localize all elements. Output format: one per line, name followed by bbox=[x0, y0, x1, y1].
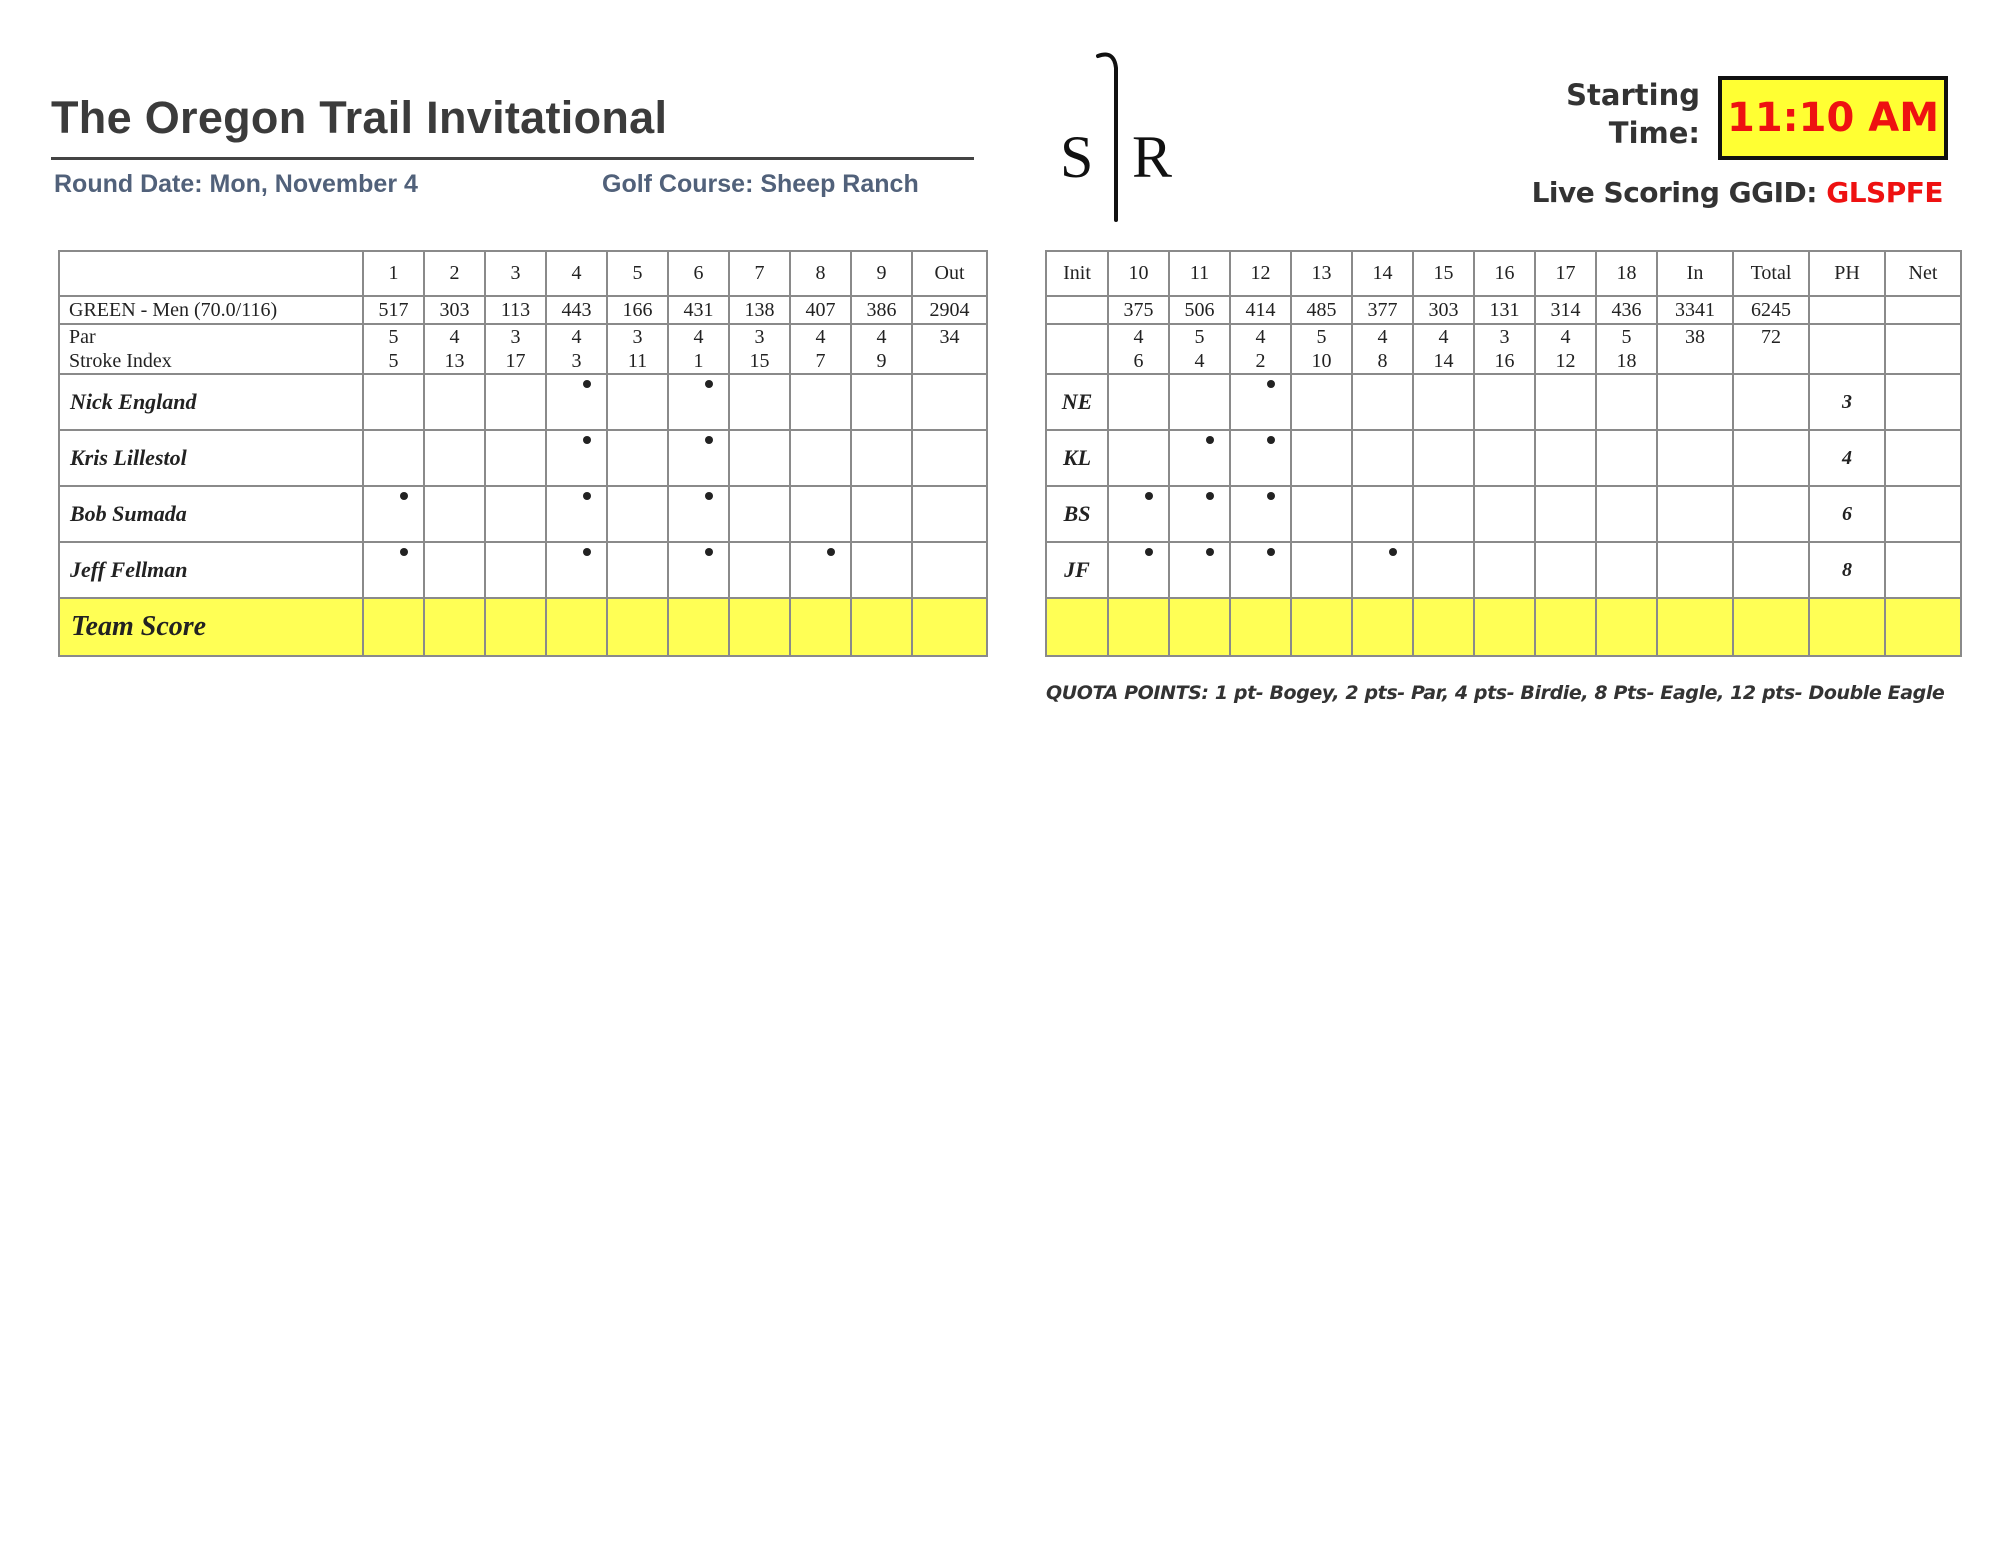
score-cell[interactable] bbox=[424, 486, 485, 542]
net-blank bbox=[1885, 324, 1961, 349]
yardage-cell: 407 bbox=[790, 296, 851, 324]
score-cell[interactable] bbox=[1413, 430, 1474, 486]
blank-cell bbox=[1657, 349, 1733, 374]
yardage-cell: 443 bbox=[546, 296, 607, 324]
score-cell[interactable] bbox=[1108, 542, 1169, 598]
score-cell[interactable] bbox=[1596, 486, 1657, 542]
score-cell[interactable] bbox=[363, 486, 424, 542]
stroke-index-row bbox=[1046, 349, 1961, 374]
stroke-dot bbox=[1206, 548, 1214, 556]
score-cell[interactable] bbox=[790, 486, 851, 542]
event-title: The Oregon Trail Invitational bbox=[51, 92, 668, 143]
player-name: Kris Lillestol bbox=[59, 430, 363, 486]
score-cell[interactable] bbox=[1413, 542, 1474, 598]
yardage-cell: 303 bbox=[424, 296, 485, 324]
par-cell: 4 bbox=[1413, 324, 1474, 349]
tee-label: GREEN - Men (70.0/116) bbox=[59, 296, 363, 324]
team-score-cell[interactable] bbox=[851, 598, 912, 656]
par-cell: 5 bbox=[363, 324, 424, 349]
score-cell[interactable] bbox=[1596, 430, 1657, 486]
stroke-dot bbox=[583, 436, 591, 444]
hole-header: 5 bbox=[607, 251, 668, 296]
hole-header: 1 bbox=[363, 251, 424, 296]
score-cell[interactable] bbox=[668, 486, 729, 542]
player-row bbox=[1046, 430, 1961, 486]
hole-header: 18 bbox=[1596, 251, 1657, 296]
logo-letter-r: R bbox=[1132, 124, 1173, 190]
score-cell[interactable] bbox=[790, 430, 851, 486]
score-cell[interactable] bbox=[1230, 430, 1291, 486]
golf-course: Golf Course: Sheep Ranch bbox=[602, 170, 919, 198]
sheep-ranch-logo bbox=[1060, 50, 1190, 225]
blank-cell bbox=[1809, 349, 1885, 374]
par-cell: 3 bbox=[607, 324, 668, 349]
team-score-cell[interactable] bbox=[485, 598, 546, 656]
score-cell[interactable] bbox=[1352, 430, 1413, 486]
team-score-cell[interactable] bbox=[1291, 598, 1352, 656]
score-cell[interactable] bbox=[485, 374, 546, 430]
hole-header: Out bbox=[912, 251, 987, 296]
par-cell: 38 bbox=[1657, 324, 1733, 349]
score-cell[interactable] bbox=[485, 486, 546, 542]
yardage-cell: 377 bbox=[1352, 296, 1413, 324]
team-score-cell[interactable] bbox=[1352, 598, 1413, 656]
team-score-cell[interactable] bbox=[912, 598, 987, 656]
in-total-cell[interactable] bbox=[1657, 486, 1733, 542]
player-name: Bob Sumada bbox=[59, 486, 363, 542]
yardage-cell: 517 bbox=[363, 296, 424, 324]
score-cell[interactable] bbox=[607, 374, 668, 430]
hole-header: Init bbox=[1046, 251, 1108, 296]
score-cell[interactable] bbox=[1352, 542, 1413, 598]
playing-handicap: 6 bbox=[1809, 486, 1885, 542]
score-cell[interactable] bbox=[729, 374, 790, 430]
team-score-row bbox=[59, 598, 987, 656]
hole-header: 4 bbox=[546, 251, 607, 296]
logo-letter-s: S bbox=[1060, 124, 1094, 190]
par-cell: 5 bbox=[1596, 324, 1657, 349]
yardage-cell: 506 bbox=[1169, 296, 1230, 324]
par-cell: 4 bbox=[1108, 324, 1169, 349]
score-cell[interactable] bbox=[546, 374, 607, 430]
score-cell[interactable] bbox=[1352, 486, 1413, 542]
stroke-index-cell: 6 bbox=[1108, 349, 1169, 374]
out-total-cell[interactable] bbox=[912, 430, 987, 486]
hole-header: 10 bbox=[1108, 251, 1169, 296]
yardage-cell: 414 bbox=[1230, 296, 1291, 324]
stroke-index-cell: 9 bbox=[851, 349, 912, 374]
yardage-cell: 485 bbox=[1291, 296, 1352, 324]
score-cell[interactable] bbox=[363, 374, 424, 430]
par-cell: 4 bbox=[851, 324, 912, 349]
stroke-dot bbox=[1267, 548, 1275, 556]
hole-header: 16 bbox=[1474, 251, 1535, 296]
net-blank bbox=[1885, 296, 1961, 324]
score-cell[interactable] bbox=[424, 542, 485, 598]
front-nine-scorecard bbox=[58, 250, 988, 657]
stroke-index-cell: 10 bbox=[1291, 349, 1352, 374]
stroke-index-cell: 7 bbox=[790, 349, 851, 374]
score-cell[interactable] bbox=[1535, 430, 1596, 486]
total-cell[interactable] bbox=[1733, 430, 1809, 486]
hole-header: PH bbox=[1809, 251, 1885, 296]
stroke-dot bbox=[1206, 492, 1214, 500]
score-cell[interactable] bbox=[1596, 542, 1657, 598]
stroke-dot bbox=[583, 548, 591, 556]
score-cell[interactable] bbox=[1169, 486, 1230, 542]
par-cell: 4 bbox=[424, 324, 485, 349]
yardage-cell: 3341 bbox=[1657, 296, 1733, 324]
score-cell[interactable] bbox=[1230, 374, 1291, 430]
yardage-cell: 2904 bbox=[912, 296, 987, 324]
stroke-index-label: Stroke Index bbox=[59, 349, 363, 374]
score-cell[interactable] bbox=[424, 374, 485, 430]
stroke-index-cell: 4 bbox=[1169, 349, 1230, 374]
par-cell: 4 bbox=[1535, 324, 1596, 349]
in-total-cell[interactable] bbox=[1657, 542, 1733, 598]
par-cell: 72 bbox=[1733, 324, 1809, 349]
score-cell[interactable] bbox=[851, 374, 912, 430]
score-cell[interactable] bbox=[729, 430, 790, 486]
total-cell[interactable] bbox=[1733, 374, 1809, 430]
yardage-cell: 6245 bbox=[1733, 296, 1809, 324]
score-cell[interactable] bbox=[546, 542, 607, 598]
par-cell: 4 bbox=[1352, 324, 1413, 349]
score-cell[interactable] bbox=[607, 542, 668, 598]
par-cell: 3 bbox=[729, 324, 790, 349]
stroke-dot bbox=[1267, 380, 1275, 388]
stroke-index-row bbox=[59, 349, 987, 374]
starting-time-label: Starting Time: bbox=[1566, 78, 1700, 150]
stroke-index-cell: 14 bbox=[1413, 349, 1474, 374]
playing-handicap: 4 bbox=[1809, 430, 1885, 486]
team-score-cell[interactable] bbox=[1169, 598, 1230, 656]
score-cell[interactable] bbox=[851, 430, 912, 486]
out-total-cell[interactable] bbox=[912, 486, 987, 542]
par-label: Par bbox=[59, 324, 363, 349]
stroke-index-cell: 13 bbox=[424, 349, 485, 374]
ph-blank bbox=[1809, 296, 1885, 324]
stroke-dot bbox=[400, 548, 408, 556]
score-cell[interactable] bbox=[1230, 542, 1291, 598]
score-cell[interactable] bbox=[1230, 486, 1291, 542]
stroke-dot bbox=[705, 492, 713, 500]
player-row bbox=[59, 374, 987, 430]
in-total-cell[interactable] bbox=[1657, 430, 1733, 486]
player-row bbox=[1046, 374, 1961, 430]
yardage-cell: 375 bbox=[1108, 296, 1169, 324]
par-cell: 5 bbox=[1169, 324, 1230, 349]
player-initials: BS bbox=[1046, 486, 1108, 542]
score-cell[interactable] bbox=[424, 430, 485, 486]
score-cell[interactable] bbox=[1535, 542, 1596, 598]
score-cell[interactable] bbox=[363, 430, 424, 486]
back-nine-scorecard bbox=[1045, 250, 1962, 657]
score-cell[interactable] bbox=[1535, 486, 1596, 542]
stroke-index-cell: 17 bbox=[485, 349, 546, 374]
hole-header: 6 bbox=[668, 251, 729, 296]
stroke-dot bbox=[583, 492, 591, 500]
hole-header: 14 bbox=[1352, 251, 1413, 296]
par-cell: 4 bbox=[790, 324, 851, 349]
par-cell: 3 bbox=[1474, 324, 1535, 349]
init-blank bbox=[1046, 324, 1108, 349]
score-cell[interactable] bbox=[851, 542, 912, 598]
player-row bbox=[59, 486, 987, 542]
stroke-dot bbox=[705, 380, 713, 388]
score-cell[interactable] bbox=[1352, 374, 1413, 430]
team-score-cell[interactable] bbox=[1596, 598, 1657, 656]
in-total-cell[interactable] bbox=[1657, 374, 1733, 430]
player-row bbox=[1046, 486, 1961, 542]
score-cell[interactable] bbox=[1413, 374, 1474, 430]
yardage-cell: 386 bbox=[851, 296, 912, 324]
team-score-cell[interactable] bbox=[668, 598, 729, 656]
round-date: Round Date: Mon, November 4 bbox=[54, 170, 418, 198]
blank-cell bbox=[1885, 349, 1961, 374]
score-cell[interactable] bbox=[1474, 430, 1535, 486]
score-cell[interactable] bbox=[1474, 374, 1535, 430]
team-score-cell[interactable] bbox=[1885, 598, 1961, 656]
hole-header: 12 bbox=[1230, 251, 1291, 296]
stroke-index-cell: 1 bbox=[668, 349, 729, 374]
score-cell[interactable] bbox=[1413, 486, 1474, 542]
stroke-dot bbox=[827, 548, 835, 556]
stroke-index-cell: 3 bbox=[546, 349, 607, 374]
yardage-cell: 131 bbox=[1474, 296, 1535, 324]
hole-header: In bbox=[1657, 251, 1733, 296]
player-initials: JF bbox=[1046, 542, 1108, 598]
team-score-cell[interactable] bbox=[1535, 598, 1596, 656]
team-score-cell[interactable] bbox=[1108, 598, 1169, 656]
stroke-dot bbox=[1267, 436, 1275, 444]
score-cell[interactable] bbox=[1169, 430, 1230, 486]
live-scoring-ggid bbox=[1532, 176, 1943, 209]
team-score-cell[interactable] bbox=[1046, 598, 1108, 656]
score-cell[interactable] bbox=[790, 542, 851, 598]
team-score-cell[interactable] bbox=[729, 598, 790, 656]
player-row bbox=[1046, 542, 1961, 598]
hole-header: 8 bbox=[790, 251, 851, 296]
header-blank bbox=[59, 251, 363, 296]
yardage-cell: 431 bbox=[668, 296, 729, 324]
hole-header: 3 bbox=[485, 251, 546, 296]
stroke-index-cell: 11 bbox=[607, 349, 668, 374]
hole-header: 9 bbox=[851, 251, 912, 296]
score-cell[interactable] bbox=[607, 430, 668, 486]
score-cell[interactable] bbox=[668, 374, 729, 430]
team-score-cell[interactable] bbox=[607, 598, 668, 656]
hole-header: Total bbox=[1733, 251, 1809, 296]
score-cell[interactable] bbox=[1535, 374, 1596, 430]
score-cell[interactable] bbox=[1596, 374, 1657, 430]
player-name: Nick England bbox=[59, 374, 363, 430]
init-blank bbox=[1046, 296, 1108, 324]
hole-header: Net bbox=[1885, 251, 1961, 296]
score-cell[interactable] bbox=[1474, 486, 1535, 542]
hole-number-row bbox=[1046, 251, 1961, 296]
yardage-row bbox=[59, 296, 987, 324]
stroke-index-cell: 12 bbox=[1535, 349, 1596, 374]
starting-time: 11:10 AM bbox=[1718, 76, 1948, 160]
par-cell: 4 bbox=[1230, 324, 1291, 349]
score-cell[interactable] bbox=[1291, 542, 1352, 598]
stroke-dot bbox=[1389, 548, 1397, 556]
hole-header: 15 bbox=[1413, 251, 1474, 296]
team-score-cell[interactable] bbox=[1809, 598, 1885, 656]
team-score-cell[interactable] bbox=[363, 598, 424, 656]
score-cell[interactable] bbox=[729, 486, 790, 542]
score-cell[interactable] bbox=[729, 542, 790, 598]
blank-cell bbox=[1733, 349, 1809, 374]
stroke-index-cell: 5 bbox=[363, 349, 424, 374]
net-cell[interactable] bbox=[1885, 486, 1961, 542]
stroke-dot bbox=[1206, 436, 1214, 444]
hole-header: 2 bbox=[424, 251, 485, 296]
score-cell[interactable] bbox=[851, 486, 912, 542]
hole-header: 13 bbox=[1291, 251, 1352, 296]
par-cell: 4 bbox=[546, 324, 607, 349]
title-divider bbox=[51, 157, 974, 160]
stroke-dot bbox=[1267, 492, 1275, 500]
net-cell[interactable] bbox=[1885, 542, 1961, 598]
score-cell[interactable] bbox=[1291, 374, 1352, 430]
out-total-cell[interactable] bbox=[912, 374, 987, 430]
team-score-cell[interactable] bbox=[1657, 598, 1733, 656]
par-row bbox=[59, 324, 987, 349]
team-score-row bbox=[1046, 598, 1961, 656]
playing-handicap: 3 bbox=[1809, 374, 1885, 430]
stroke-dot bbox=[1145, 492, 1153, 500]
yardage-cell: 314 bbox=[1535, 296, 1596, 324]
stroke-dot bbox=[705, 436, 713, 444]
score-cell[interactable] bbox=[546, 486, 607, 542]
team-score-cell[interactable] bbox=[790, 598, 851, 656]
score-cell[interactable] bbox=[1108, 374, 1169, 430]
yardage-row bbox=[1046, 296, 1961, 324]
team-score-cell[interactable] bbox=[1230, 598, 1291, 656]
par-row bbox=[1046, 324, 1961, 349]
par-cell: 5 bbox=[1291, 324, 1352, 349]
ph-blank bbox=[1809, 324, 1885, 349]
yardage-cell: 303 bbox=[1413, 296, 1474, 324]
ggid-code: GLSPFE bbox=[1826, 176, 1943, 209]
yardage-cell: 113 bbox=[485, 296, 546, 324]
team-score-cell[interactable] bbox=[424, 598, 485, 656]
stroke-dot bbox=[400, 492, 408, 500]
hole-header: 17 bbox=[1535, 251, 1596, 296]
player-row bbox=[59, 430, 987, 486]
score-cell[interactable] bbox=[363, 542, 424, 598]
par-cell: 4 bbox=[668, 324, 729, 349]
stroke-dot bbox=[705, 548, 713, 556]
yardage-cell: 138 bbox=[729, 296, 790, 324]
stroke-dot bbox=[583, 380, 591, 388]
hole-header: 11 bbox=[1169, 251, 1230, 296]
score-cell[interactable] bbox=[1474, 542, 1535, 598]
player-initials: NE bbox=[1046, 374, 1108, 430]
team-score-cell[interactable] bbox=[1474, 598, 1535, 656]
score-cell[interactable] bbox=[1108, 430, 1169, 486]
score-cell[interactable] bbox=[485, 542, 546, 598]
hole-header: 7 bbox=[729, 251, 790, 296]
out-total-cell[interactable] bbox=[912, 542, 987, 598]
player-name: Jeff Fellman bbox=[59, 542, 363, 598]
stroke-index-cell: 15 bbox=[729, 349, 790, 374]
stroke-index-cell bbox=[912, 349, 987, 374]
score-cell[interactable] bbox=[607, 486, 668, 542]
player-row bbox=[59, 542, 987, 598]
playing-handicap: 8 bbox=[1809, 542, 1885, 598]
score-cell[interactable] bbox=[668, 430, 729, 486]
score-cell[interactable] bbox=[546, 430, 607, 486]
stroke-index-cell: 18 bbox=[1596, 349, 1657, 374]
par-cell: 34 bbox=[912, 324, 987, 349]
player-initials: KL bbox=[1046, 430, 1108, 486]
score-cell[interactable] bbox=[790, 374, 851, 430]
net-cell[interactable] bbox=[1885, 374, 1961, 430]
score-cell[interactable] bbox=[1169, 542, 1230, 598]
total-cell[interactable] bbox=[1733, 542, 1809, 598]
team-score-cell[interactable] bbox=[1733, 598, 1809, 656]
score-cell[interactable] bbox=[1291, 486, 1352, 542]
score-cell[interactable] bbox=[1291, 430, 1352, 486]
stroke-index-cell: 8 bbox=[1352, 349, 1413, 374]
init-blank bbox=[1046, 349, 1108, 374]
score-cell[interactable] bbox=[1108, 486, 1169, 542]
hole-number-row bbox=[59, 251, 987, 296]
team-score-cell[interactable] bbox=[546, 598, 607, 656]
stroke-dot bbox=[1145, 548, 1153, 556]
score-cell[interactable] bbox=[1169, 374, 1230, 430]
quota-points-note: QUOTA POINTS: 1 pt- Bogey, 2 pts- Par, 4 pts- Birdie, 8 Pts- Eagle, 12 pts- Double Eagle bbox=[1046, 682, 1945, 704]
par-cell: 3 bbox=[485, 324, 546, 349]
team-score-label: Team Score bbox=[59, 598, 363, 656]
score-cell[interactable] bbox=[485, 430, 546, 486]
stroke-index-cell: 16 bbox=[1474, 349, 1535, 374]
total-cell[interactable] bbox=[1733, 486, 1809, 542]
yardage-cell: 436 bbox=[1596, 296, 1657, 324]
ggid-label: Live Scoring GGID: bbox=[1531, 176, 1827, 209]
score-cell[interactable] bbox=[668, 542, 729, 598]
yardage-cell: 166 bbox=[607, 296, 668, 324]
stroke-index-cell: 2 bbox=[1230, 349, 1291, 374]
team-score-cell[interactable] bbox=[1413, 598, 1474, 656]
net-cell[interactable] bbox=[1885, 430, 1961, 486]
